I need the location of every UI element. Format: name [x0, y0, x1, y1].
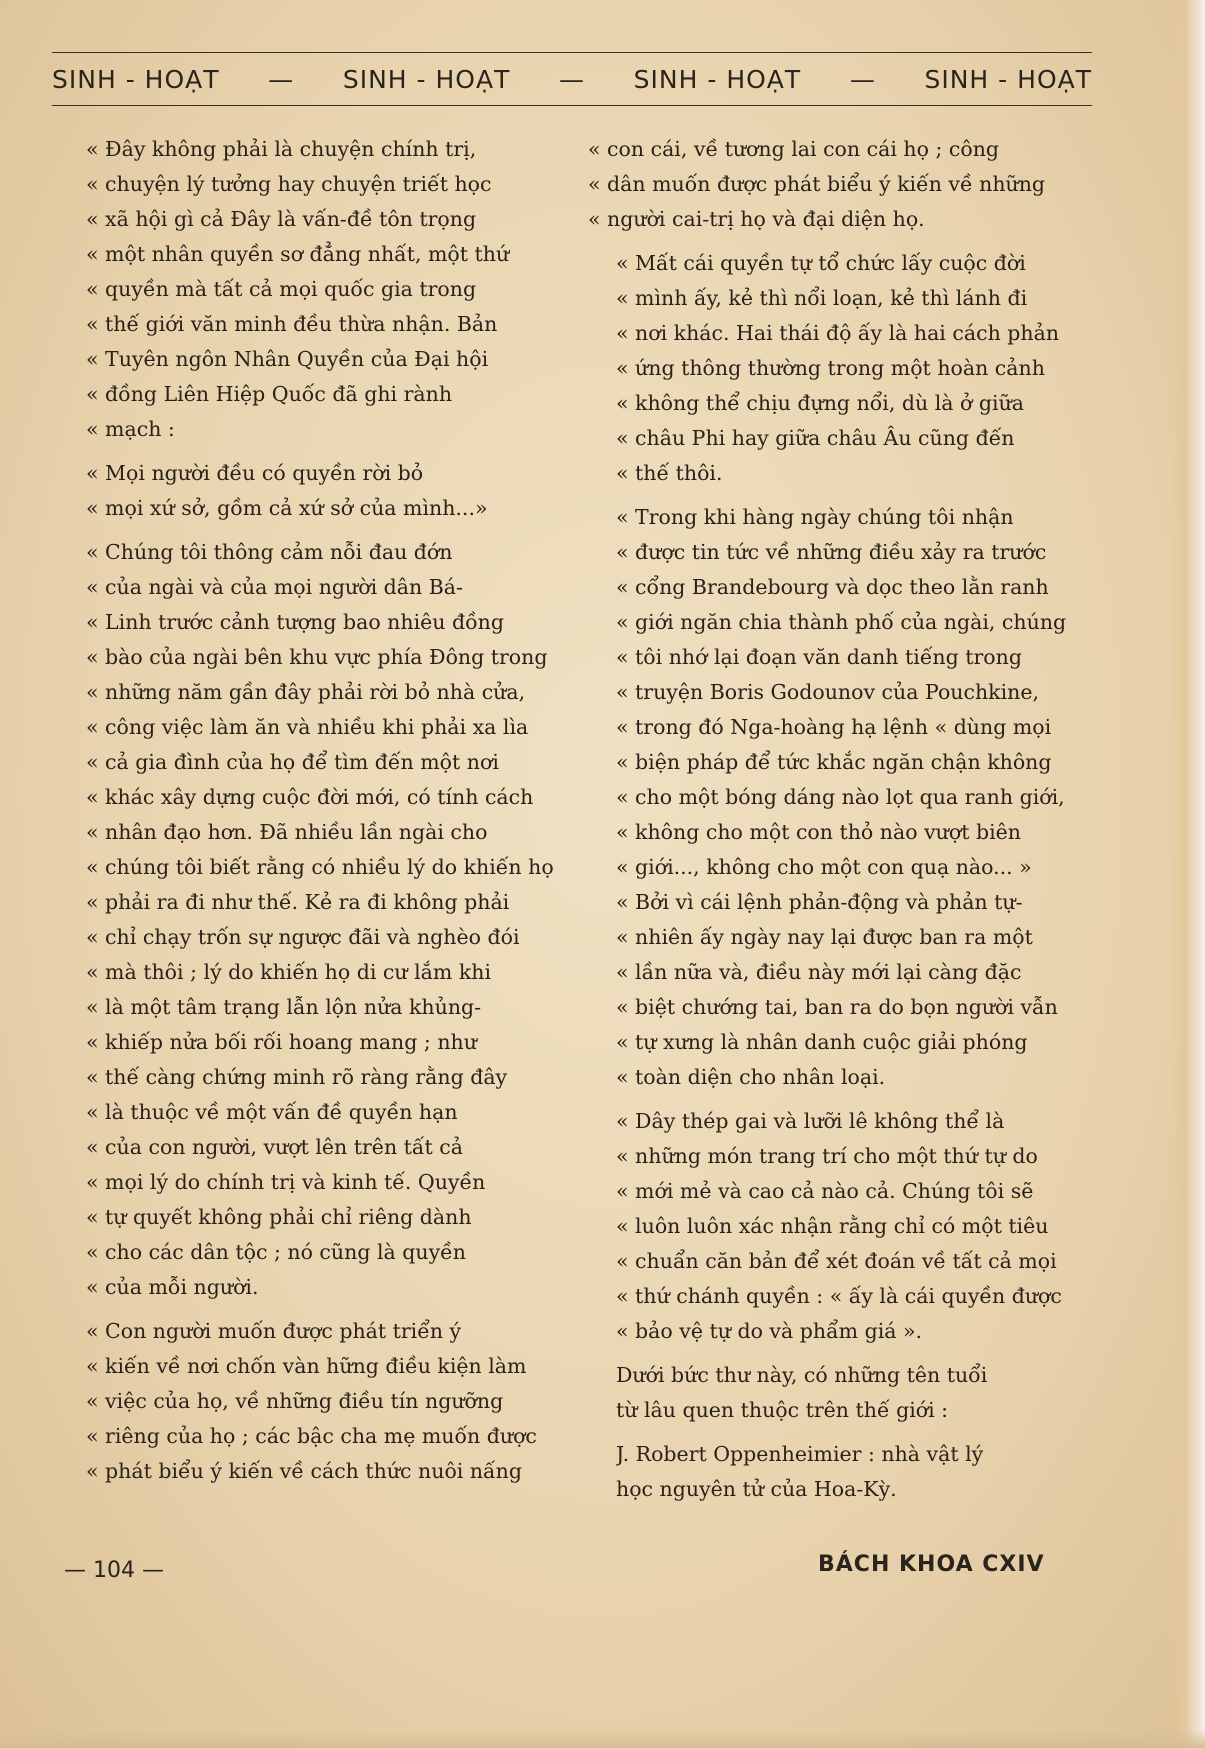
text-line: « mọi xứ sở, gồm cả xứ sở của mình...» — [86, 496, 488, 520]
text-line: « tự quyết không phải chỉ riêng dành — [86, 1205, 472, 1229]
text-line: « lần nữa và, điều này mới lại càng đặc — [616, 960, 1022, 984]
text-line: « phải ra đi như thế. Kẻ ra đi không phải — [86, 890, 510, 914]
text-line: « chúng tôi biết rằng có nhiều lý do khiến họ — [86, 855, 554, 879]
text-line: « những năm gần đây phải rời bỏ nhà cửa, — [86, 680, 526, 704]
text-line: « nhiên ấy ngày nay lại được ban ra một — [616, 925, 1033, 949]
running-head-section: SINH - HOẠT — [924, 64, 1092, 94]
text-line: học nguyên tử của Hoa-Kỳ. — [616, 1477, 897, 1501]
text-line: « thế càng chứng minh rõ ràng rằng đây — [86, 1065, 508, 1089]
text-line: « xã hội gì cả Đây là vấn-đề tôn trọng — [86, 207, 477, 231]
text-line: « được tin tức về những điều xảy ra trước — [616, 540, 1047, 564]
text-line: « đồng Liên Hiệp Quốc đã ghi rành — [86, 382, 453, 406]
text-line: « thứ chánh quyền : « ấy là cái quyền được — [616, 1284, 1062, 1308]
text-line: « kiến về nơi chốn vàn hững điều kiện làm — [86, 1354, 527, 1378]
text-line: « Bởi vì cái lệnh phản-động và phản tự- — [616, 890, 1023, 914]
text-line: « mới mẻ và cao cả nào cả. Chúng tôi sẽ — [616, 1179, 1034, 1203]
text-line: « của con người, vượt lên trên tất cả — [86, 1135, 463, 1159]
paragraph — [58, 132, 573, 447]
text-line: « người cai-trị họ và đại diện họ. — [588, 207, 925, 231]
text-line: « ứng thông thường trong một hoàn cảnh — [616, 356, 1045, 380]
text-line: « khác xây dựng cuộc đời mới, có tính cách — [86, 785, 534, 809]
paragraph — [588, 132, 1103, 237]
text-line: « những món trang trí cho một thứ tự do — [616, 1144, 1038, 1168]
text-line: « là thuộc về một vấn đề quyền hạn — [86, 1100, 458, 1124]
running-head-section: SINH - HOẠT — [342, 64, 511, 94]
text-line: « không cho một con thỏ nào vượt biên — [616, 820, 1021, 844]
quoted-declaration — [58, 456, 573, 526]
text-line: « truyện Boris Godounov của Pouchkine, — [616, 680, 1040, 704]
text-line: « giới ngăn chia thành phố của ngài, chúng — [616, 610, 1067, 634]
text-line: « cổng Brandebourg và dọc theo lằn ranh — [616, 575, 1049, 599]
text-line: « chuẩn căn bản để xét đoán về tất cả mọi — [616, 1249, 1057, 1273]
paragraph — [58, 535, 573, 1305]
text-line: « phát biểu ý kiến về cách thức nuôi nấng — [86, 1459, 522, 1483]
text-line: « tự xưng là nhân danh cuộc giải phóng — [616, 1030, 1028, 1054]
text-line: J. Robert Oppenheimier : nhà vật lý — [616, 1442, 984, 1466]
text-line: « công việc làm ăn và nhiều khi phải xa lìa — [86, 715, 529, 739]
text-line: « luôn luôn xác nhận rằng chỉ có một tiêu — [616, 1214, 1049, 1238]
text-line: « việc của họ, về những điều tín ngưỡng — [86, 1389, 504, 1413]
running-header — [52, 52, 1092, 106]
running-head-dash: — — [268, 64, 295, 94]
text-line: « mình ấy, kẻ thì nổi loạn, kẻ thì lánh đi — [616, 286, 1028, 310]
text-line: « thế thôi. — [616, 461, 723, 485]
signatories-intro — [588, 1358, 1103, 1428]
paragraph — [588, 246, 1103, 491]
text-line: « Con người muốn được phát triển ý — [86, 1319, 462, 1343]
text-line: « nhân đạo hơn. Đã nhiều lần ngài cho — [86, 820, 488, 844]
text-line: « của ngài và của mọi người dân Bá- — [86, 575, 463, 599]
paper-bottom-edge — [0, 1730, 1205, 1748]
text-line: « cho một bóng dáng nào lọt qua ranh giới, — [616, 785, 1065, 809]
text-line: « của mỗi người. — [86, 1275, 259, 1299]
text-line: « bào của ngài bên khu vực phía Đông trong — [86, 645, 548, 669]
running-head-dash: — — [849, 64, 876, 94]
text-line: « mạch : — [86, 417, 175, 441]
text-line: « Đây không phải là chuyện chính trị, — [86, 137, 477, 161]
text-line: từ lâu quen thuộc trên thế giới : — [616, 1398, 949, 1422]
signatory-entry — [588, 1437, 1103, 1507]
text-line: « mà thôi ; lý do khiến họ di cư lắm khi — [86, 960, 492, 984]
text-line: « biệt chướng tai, ban ra do bọn người vẫn — [616, 995, 1058, 1019]
text-line: « quyền mà tất cả mọi quốc gia trong — [86, 277, 477, 301]
page-number: — 104 — — [64, 1558, 164, 1583]
running-head-dash: — — [559, 64, 585, 94]
text-line: Dưới bức thư này, có những tên tuổi — [616, 1363, 988, 1387]
text-line: « khiếp nửa bối rối hoang mang ; như — [86, 1030, 477, 1054]
running-head-section: SINH - HOẠT — [633, 64, 802, 94]
left-column — [58, 132, 573, 1498]
text-line: « toàn diện cho nhân loại. — [616, 1065, 886, 1089]
text-line: « Chúng tôi thông cảm nỗi đau đớn — [86, 540, 453, 564]
text-line: « bảo vệ tự do và phẩm giá ». — [616, 1319, 923, 1343]
text-line: « trong đó Nga-hoàng hạ lệnh « dùng mọi — [616, 715, 1052, 739]
text-line: « cả gia đình của họ để tìm đến một nơi — [86, 750, 499, 774]
publication-name: BÁCH KHOA CXIV — [818, 1552, 1045, 1577]
torn-right-edge — [1171, 0, 1205, 1748]
text-line: « nơi khác. Hai thái độ ấy là hai cách phản — [616, 321, 1060, 345]
paragraph — [588, 500, 1103, 1095]
text-line: « Trong khi hàng ngày chúng tôi nhận — [616, 505, 1014, 529]
text-line: « chỉ chạy trốn sự ngược đãi và nghèo đói — [86, 925, 520, 949]
right-column — [588, 132, 1103, 1516]
text-line: « Linh trước cảnh tượng bao nhiêu đồng — [86, 610, 504, 634]
text-line: « chuyện lý tưởng hay chuyện triết học — [86, 172, 492, 196]
text-line: « giới..., không cho một con quạ nào... » — [616, 855, 1032, 879]
text-line: « là một tâm trạng lẫn lộn nửa khủng- — [86, 995, 482, 1019]
text-line: « cho các dân tộc ; nó cũng là quyền — [86, 1240, 466, 1264]
text-line: « châu Phi hay giữa châu Âu cũng đến — [616, 426, 1015, 450]
text-line: « Tuyên ngôn Nhân Quyền của Đại hội — [86, 347, 489, 371]
text-line: « mọi lý do chính trị và kinh tế. Quyền — [86, 1170, 486, 1194]
text-line: « Mất cái quyền tự tổ chức lấy cuộc đời — [616, 251, 1026, 275]
text-line: « con cái, về tương lai con cái họ ; công — [588, 137, 1000, 161]
text-line: « thế giới văn minh đều thừa nhận. Bản — [86, 312, 498, 336]
text-line: « Mọi người đều có quyền rời bỏ — [86, 461, 424, 485]
text-line: « riêng của họ ; các bậc cha mẹ muốn được — [86, 1424, 537, 1448]
text-line: « một nhân quyền sơ đẳng nhất, một thứ — [86, 242, 510, 266]
text-line: « tôi nhớ lại đoạn văn danh tiếng trong — [616, 645, 1022, 669]
text-line: « biện pháp để tức khắc ngăn chận không — [616, 750, 1052, 774]
text-line: « Dây thép gai và lưỡi lê không thể là — [616, 1109, 1005, 1133]
running-head-section: SINH - HOẠT — [52, 64, 220, 94]
paragraph — [58, 1314, 573, 1489]
text-line: « dân muốn được phát biểu ý kiến về những — [588, 172, 1046, 196]
text-line: « không thể chịu đựng nổi, dù là ở giữa — [616, 391, 1024, 415]
paragraph — [588, 1104, 1103, 1349]
